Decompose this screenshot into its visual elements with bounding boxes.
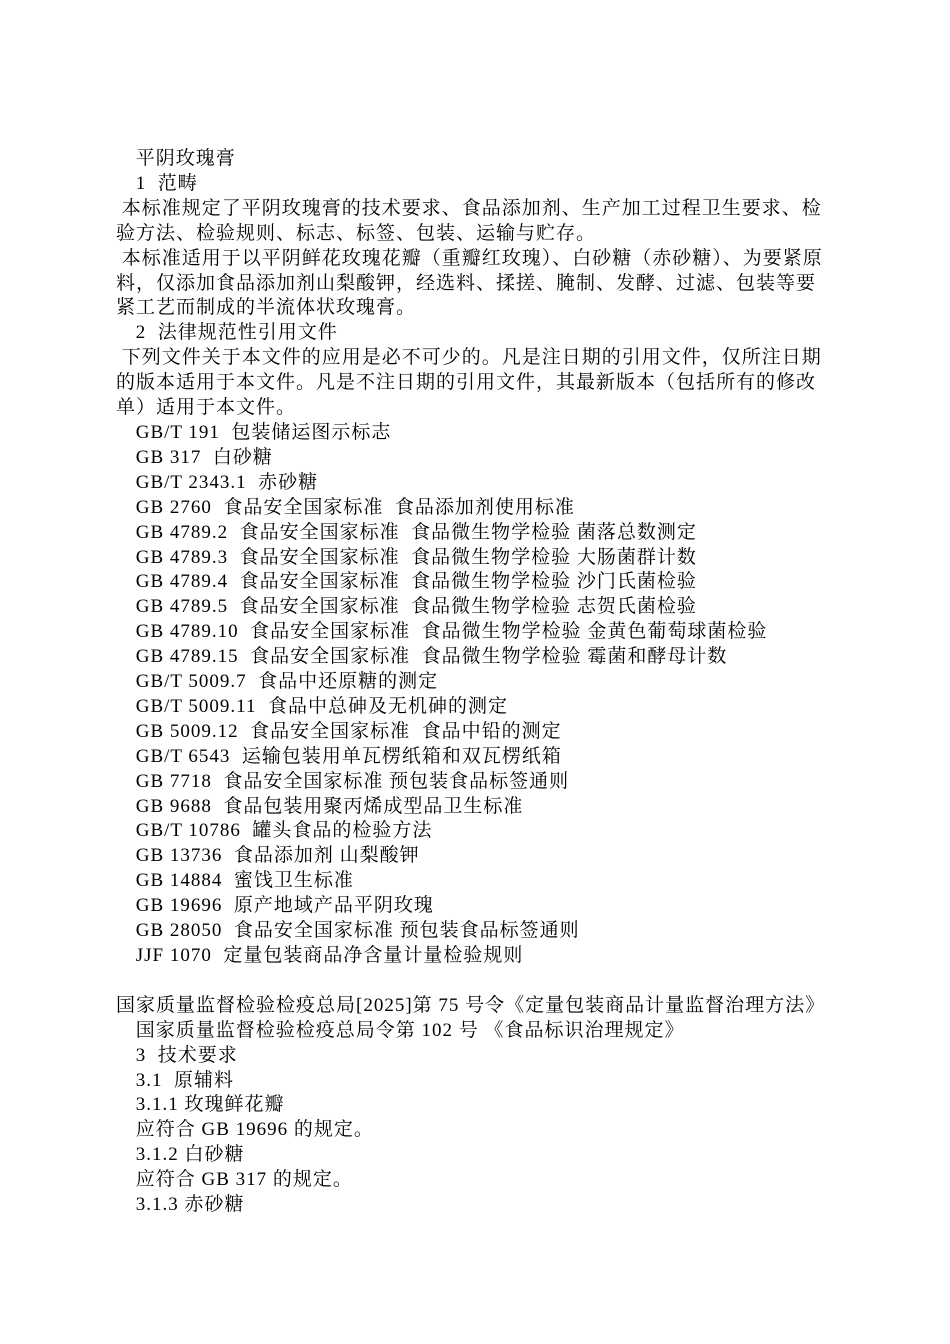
reference-item: GB/T 2343.1 赤砂糖 <box>130 471 319 493</box>
section-3-heading: 3 技术要求 <box>130 1044 238 1066</box>
item-heading: 3.1.1 玫瑰鲜花瓣 <box>130 1094 285 1116</box>
section-1-heading: 1 范畴 <box>130 172 198 194</box>
reference-item: GB 4789.5 食品安全国家标准 食品微生物学检验 志贺氏菌检验 <box>130 596 697 618</box>
reference-item: GB 5009.12 食品安全国家标准 食品中铅的测定 <box>130 720 562 742</box>
reference-item: GB/T 10786 罐头食品的检验方法 <box>130 820 433 842</box>
reference-item: GB 2760 食品安全国家标准 食品添加剂使用标准 <box>130 496 575 518</box>
reference-item: GB/T 191 包装储运图示标志 <box>130 421 392 443</box>
document-title: 平阴玫瑰膏 <box>130 148 236 169</box>
reference-item: GB 4789.2 食品安全国家标准 食品微生物学检验 菌落总数测定 <box>130 521 697 543</box>
section-2-heading: 2 法律规范性引用文件 <box>130 322 338 344</box>
section-1-paragraph: 本标准适用于以平阴鲜花玫瑰花瓣（重瓣红玫瑰）、白砂糖（赤砂糖）、为要紧原料，仅添加食品添加剂山梨酸钾，经选料、揉搓、腌制、发酵、过滤、包装等要紧工艺而制成的半流体状玫瑰膏。 <box>116 247 823 319</box>
reference-item: GB/T 6543 运输包装用单瓦楞纸箱和双瓦楞纸箱 <box>130 745 562 767</box>
reference-item: GB 4789.4 食品安全国家标准 食品微生物学检验 沙门氏菌检验 <box>130 571 697 593</box>
subsection-heading: 3.1 原辅料 <box>130 1069 235 1091</box>
item-heading: 3.1.3 赤砂糖 <box>130 1194 245 1216</box>
reference-item: GB 28050 食品安全国家标准 预包装食品标签通则 <box>130 920 580 942</box>
reference-item: GB/T 5009.7 食品中还原糖的测定 <box>130 671 439 693</box>
reference-item: GB 13736 食品添加剂 山梨酸钾 <box>130 845 420 867</box>
reference-item: GB 14884 蜜饯卫生标准 <box>130 870 354 892</box>
regulation-reference: 国家质量监督检验检疫总局[2025]第 75 号令《定量包装商品计量监督治理方法》 <box>116 969 826 1016</box>
reference-item: GB 7718 食品安全国家标准 预包装食品标签通则 <box>130 770 570 792</box>
reference-item: GB 9688 食品包装用聚丙烯成型品卫生标准 <box>130 795 524 817</box>
section-1-paragraph: 本标准规定了平阴玫瑰膏的技术要求、食品添加剂、生产加工过程卫生要求、检验方法、检验规则、标志、标签、包装、运输与贮存。 <box>116 197 822 244</box>
reference-item: GB 4789.3 食品安全国家标准 食品微生物学检验 大肠菌群计数 <box>130 546 697 568</box>
reference-item: GB/T 5009.11 食品中总砷及无机砷的测定 <box>130 695 508 717</box>
regulation-reference: 国家质量监督检验检疫总局令第 102 号 《食品标识治理规定》 <box>130 1019 685 1041</box>
reference-item: GB 4789.15 食品安全国家标准 食品微生物学检验 霉菌和酵母计数 <box>130 646 728 668</box>
reference-item: GB 317 白砂糖 <box>130 446 273 468</box>
item-heading: 3.1.2 白砂糖 <box>130 1144 245 1166</box>
reference-item: GB 4789.10 食品安全国家标准 食品微生物学检验 金黄色葡萄球菌检验 <box>130 621 768 643</box>
reference-item: JJF 1070 定量包装商品净含量计量检验规则 <box>130 945 524 966</box>
document-body <box>116 147 830 1218</box>
item-text: 应符合 GB 317 的规定。 <box>130 1169 353 1191</box>
item-text: 应符合 GB 19696 的规定。 <box>130 1119 374 1141</box>
section-2-paragraph: 下列文件关于本文件的应用是必不可少的。凡是注日期的引用文件，仅所注日期的版本适用于本文件。凡是不注日期的引用文件，其最新版本（包括所有的修改单）适用于本文件。 <box>116 347 822 419</box>
reference-item: GB 19696 原产地域产品平阴玫瑰 <box>130 895 434 917</box>
